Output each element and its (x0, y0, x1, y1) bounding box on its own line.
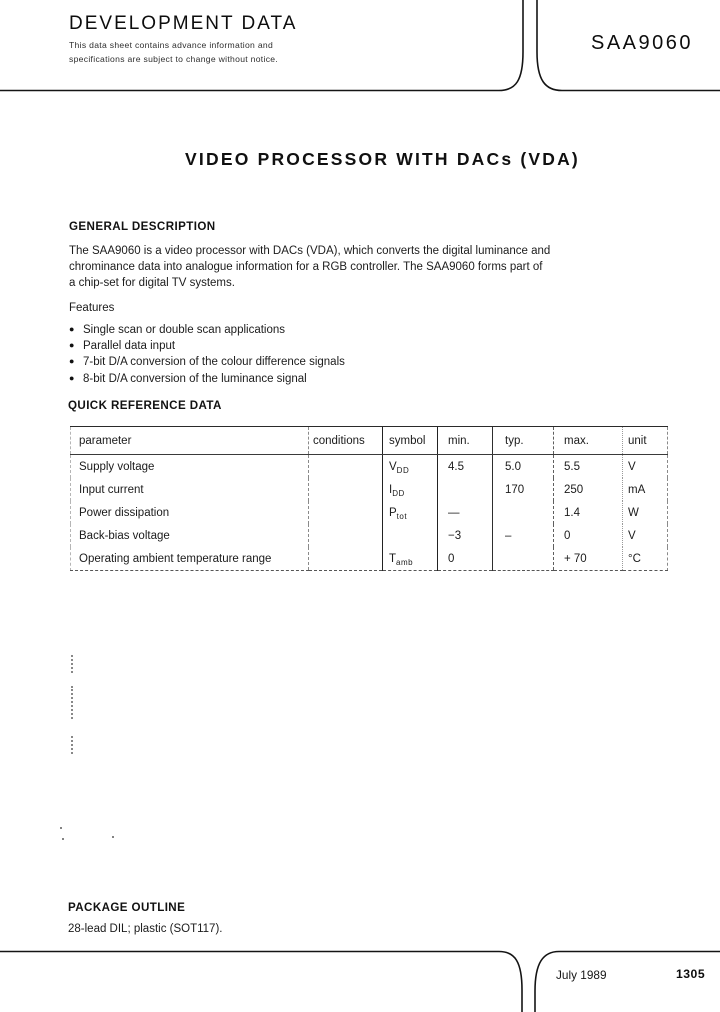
cell-typ: 170 (493, 478, 554, 501)
cell-unit: mA (623, 478, 668, 501)
cell-parameter: Operating ambient temperature range (71, 547, 309, 571)
column-header-conditions: conditions (309, 427, 383, 455)
bullet-icon (69, 337, 83, 353)
cell-conditions (309, 478, 383, 501)
banner-note-line2: specifications are subject to change without notice. (69, 53, 279, 64)
symbol-base: I (389, 483, 393, 496)
cell-symbol (383, 455, 438, 479)
package-outline-text: 28-lead DIL; plastic (SOT117). (68, 923, 223, 935)
general-description-text (69, 243, 550, 292)
feature-item-label: 8-bit D/A conversion of the luminance signal (83, 372, 307, 385)
bullet-icon (69, 321, 83, 337)
feature-item-label: Single scan or double scan applications (83, 324, 286, 336)
page-title: VIDEO PROCESSOR WITH DACs (VDA) (185, 149, 580, 169)
symbol-subscript: DD (396, 465, 410, 475)
table-header-row (71, 427, 668, 455)
banner-title: DEVELOPMENT DATA (69, 13, 298, 34)
scan-artifact (62, 838, 64, 840)
general-description-line: a chip-set for digital TV systems. (69, 277, 235, 290)
feature-item-label: 7-bit D/A conversion of the colour difference signals (83, 356, 345, 369)
cell-unit: V (623, 455, 668, 479)
symbol-base: P (389, 506, 397, 519)
column-header-unit: unit (623, 427, 668, 455)
cell-min (438, 478, 493, 501)
column-header-symbol: symbol (383, 427, 438, 455)
footer-page-number: 1305 (676, 967, 706, 981)
table-row (71, 524, 668, 547)
general-description-heading: GENERAL DESCRIPTION (69, 220, 216, 233)
cell-conditions (309, 524, 383, 547)
cell-min: — (438, 501, 493, 524)
cell-parameter: Back-bias voltage (71, 524, 309, 547)
cell-parameter: Input current (71, 478, 309, 501)
features-list (69, 322, 345, 387)
cell-symbol (383, 524, 438, 547)
cell-parameter: Power dissipation (71, 501, 309, 524)
cell-unit: W (623, 501, 668, 524)
cell-min: 0 (438, 547, 493, 571)
feature-item (69, 371, 345, 387)
symbol-subscript: amb (396, 557, 414, 567)
cell-max: + 70 (554, 547, 623, 571)
cell-max: 0 (554, 524, 623, 547)
cell-max: 250 (554, 478, 623, 501)
development-data-banner (69, 13, 297, 66)
cell-typ (493, 547, 554, 571)
column-header-parameter: parameter (71, 427, 309, 455)
cell-typ: – (493, 524, 554, 547)
feature-item (69, 338, 345, 354)
features-heading: Features (69, 302, 115, 314)
cell-max: 1.4 (554, 501, 623, 524)
qrd-table (70, 426, 668, 571)
cell-typ (493, 501, 554, 524)
cell-unit: V (623, 524, 668, 547)
cell-parameter: Supply voltage (71, 455, 309, 479)
column-header-max: max. (554, 427, 623, 455)
scan-artifact (60, 827, 62, 829)
scan-artifact (71, 736, 73, 754)
quick-reference-table (70, 426, 668, 571)
symbol-subscript: tot (396, 511, 408, 521)
cell-symbol (383, 547, 438, 571)
table-row (71, 501, 668, 524)
table-row (71, 547, 668, 571)
scan-artifact (71, 686, 73, 719)
symbol-base: T (389, 552, 397, 565)
table-row (71, 478, 668, 501)
scan-artifact (112, 836, 114, 838)
banner-note (69, 39, 297, 66)
general-description-line: The SAA9060 is a video processor with DACs (VDA), which converts the digital luminance and (69, 245, 551, 257)
cell-conditions (309, 501, 383, 524)
column-header-min: min. (438, 427, 493, 455)
column-header-typ: typ. (493, 427, 554, 455)
scan-artifact (71, 655, 73, 673)
bullet-icon (69, 370, 83, 386)
feature-item (69, 354, 345, 370)
feature-item-label: Parallel data input (83, 340, 176, 353)
cell-typ: 5.0 (493, 455, 554, 479)
cell-max: 5.5 (554, 455, 623, 479)
cell-conditions (309, 547, 383, 571)
cell-symbol (383, 501, 438, 524)
cell-min: 4.5 (438, 455, 493, 479)
quick-reference-heading: QUICK REFERENCE DATA (68, 399, 222, 412)
cell-unit: °C (623, 547, 668, 571)
package-outline-heading: PACKAGE OUTLINE (68, 901, 186, 914)
bullet-icon (69, 353, 83, 369)
table-row (71, 455, 668, 479)
cell-min: −3 (438, 524, 493, 547)
footer-date: July 1989 (556, 968, 607, 982)
banner-note-line1: This data sheet contains advance information and (69, 40, 274, 50)
footer-rule-left (0, 952, 522, 1012)
symbol-base: V (389, 460, 397, 473)
part-number: SAA9060 (591, 32, 694, 54)
cell-symbol (383, 478, 438, 501)
cell-conditions (309, 455, 383, 479)
general-description-line: chrominance data into analogue information for a RGB controller. The SAA9060 forms part of (69, 261, 543, 274)
symbol-subscript: DD (392, 488, 405, 498)
feature-item (69, 322, 345, 338)
